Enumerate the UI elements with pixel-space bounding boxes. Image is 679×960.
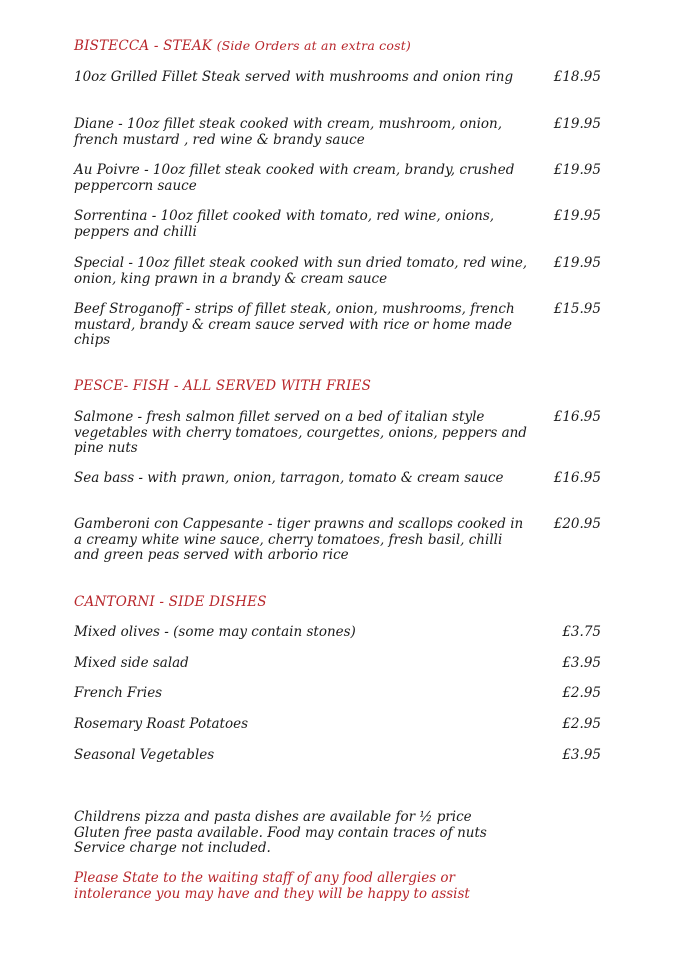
menu-item-price: £15.95 <box>553 301 601 317</box>
menu-item-price: £3.95 <box>562 655 601 671</box>
allergy-notice-line: intolerance you may have and they will be happy to assist <box>74 885 470 902</box>
menu-item-price: £2.95 <box>562 716 601 732</box>
menu-item-description: Salmone - fresh salmon fillet served on a bed of italian style vegetables with cherry tomatoes, courgettes, onions, peppers and pine nuts <box>74 409 527 456</box>
fish-item-1 <box>74 410 604 457</box>
sides-item-3 <box>74 686 604 702</box>
service-charge-note: Service charge not included. <box>74 840 271 856</box>
steak-item-2 <box>74 117 604 148</box>
menu-item-price: £19.95 <box>553 208 601 224</box>
menu-footer-notes <box>74 810 544 857</box>
sides-heading: CANTORNI - SIDE DISHES <box>74 594 267 610</box>
sides-item-4 <box>74 717 604 733</box>
menu-item-price: £19.95 <box>553 255 601 271</box>
menu-item-description: Beef Stroganoff - strips of fillet steak, onion, mushrooms, french mustard, brandy & cream sauce served with rice or home made chips <box>74 301 515 348</box>
steak-section <box>74 38 604 54</box>
menu-item-price: £18.95 <box>553 69 601 85</box>
menu-item-price: £20.95 <box>553 516 601 532</box>
steak-item-3 <box>74 163 604 194</box>
menu-item-price: £3.95 <box>562 747 601 763</box>
steak-item-1 <box>74 70 604 86</box>
gluten-nuts-note: Gluten free pasta available. Food may contain traces of nuts <box>74 824 487 841</box>
menu-item-description: Seasonal Vegetables <box>74 747 215 763</box>
children-price-note: Childrens pizza and pasta dishes are available for ½ price <box>74 809 472 825</box>
steak-heading-title: BISTECCA - STEAK <box>74 38 213 54</box>
menu-item-description: Mixed olives - (some may contain stones) <box>74 624 356 640</box>
steak-item-6 <box>74 302 604 349</box>
fish-heading: PESCE- FISH - ALL SERVED WITH FRIES <box>74 378 372 394</box>
steak-item-5 <box>74 256 604 287</box>
fish-item-3 <box>74 517 604 564</box>
menu-item-description: Sea bass - with prawn, onion, tarragon, tomato & cream sauce <box>74 470 504 486</box>
menu-item-description: Special - 10oz fillet steak cooked with sun dried tomato, red wine, onion, king prawn in a brandy & cream sauce <box>74 255 528 287</box>
menu-item-description: Au Poivre - 10oz fillet steak cooked with cream, brandy, crushed peppercorn sauce <box>74 162 515 194</box>
menu-item-description: Sorrentina - 10oz fillet cooked with tomato, red wine, onions, peppers and chilli <box>74 208 495 240</box>
menu-item-price: £19.95 <box>553 116 601 132</box>
menu-item-price: £16.95 <box>553 470 601 486</box>
menu-item-price: £16.95 <box>553 409 601 425</box>
menu-item-description: Diane - 10oz fillet steak cooked with cream, mushroom, onion, french mustard , red wine & brandy sauce <box>74 116 503 148</box>
sides-item-5 <box>74 748 604 764</box>
allergy-notice-line: Please State to the waiting staff of any food allergies or <box>74 870 456 886</box>
fish-item-2 <box>74 471 604 487</box>
menu-item-price: £19.95 <box>553 162 601 178</box>
steak-heading <box>74 38 604 54</box>
menu-item-price: £3.75 <box>562 624 601 640</box>
steak-item-4 <box>74 209 604 240</box>
menu-item-description: 10oz Grilled Fillet Steak served with mushrooms and onion ring <box>74 69 514 85</box>
menu-item-price: £2.95 <box>562 685 601 701</box>
steak-heading-note: (Side Orders at an extra cost) <box>216 38 411 53</box>
sides-item-2 <box>74 656 604 672</box>
menu-item-description: French Fries <box>74 685 163 701</box>
menu-item-description: Gamberoni con Cappesante - tiger prawns and scallops cooked in a creamy white wine sauce, cherry tomatoes, fresh basil, chilli and green peas served with arborio rice <box>74 516 524 563</box>
allergy-notice <box>74 871 544 902</box>
sides-section <box>74 594 604 610</box>
menu-item-description: Rosemary Roast Potatoes <box>74 716 249 732</box>
menu-item-description: Mixed side salad <box>74 655 189 671</box>
fish-section <box>74 378 604 394</box>
sides-item-1 <box>74 625 604 641</box>
